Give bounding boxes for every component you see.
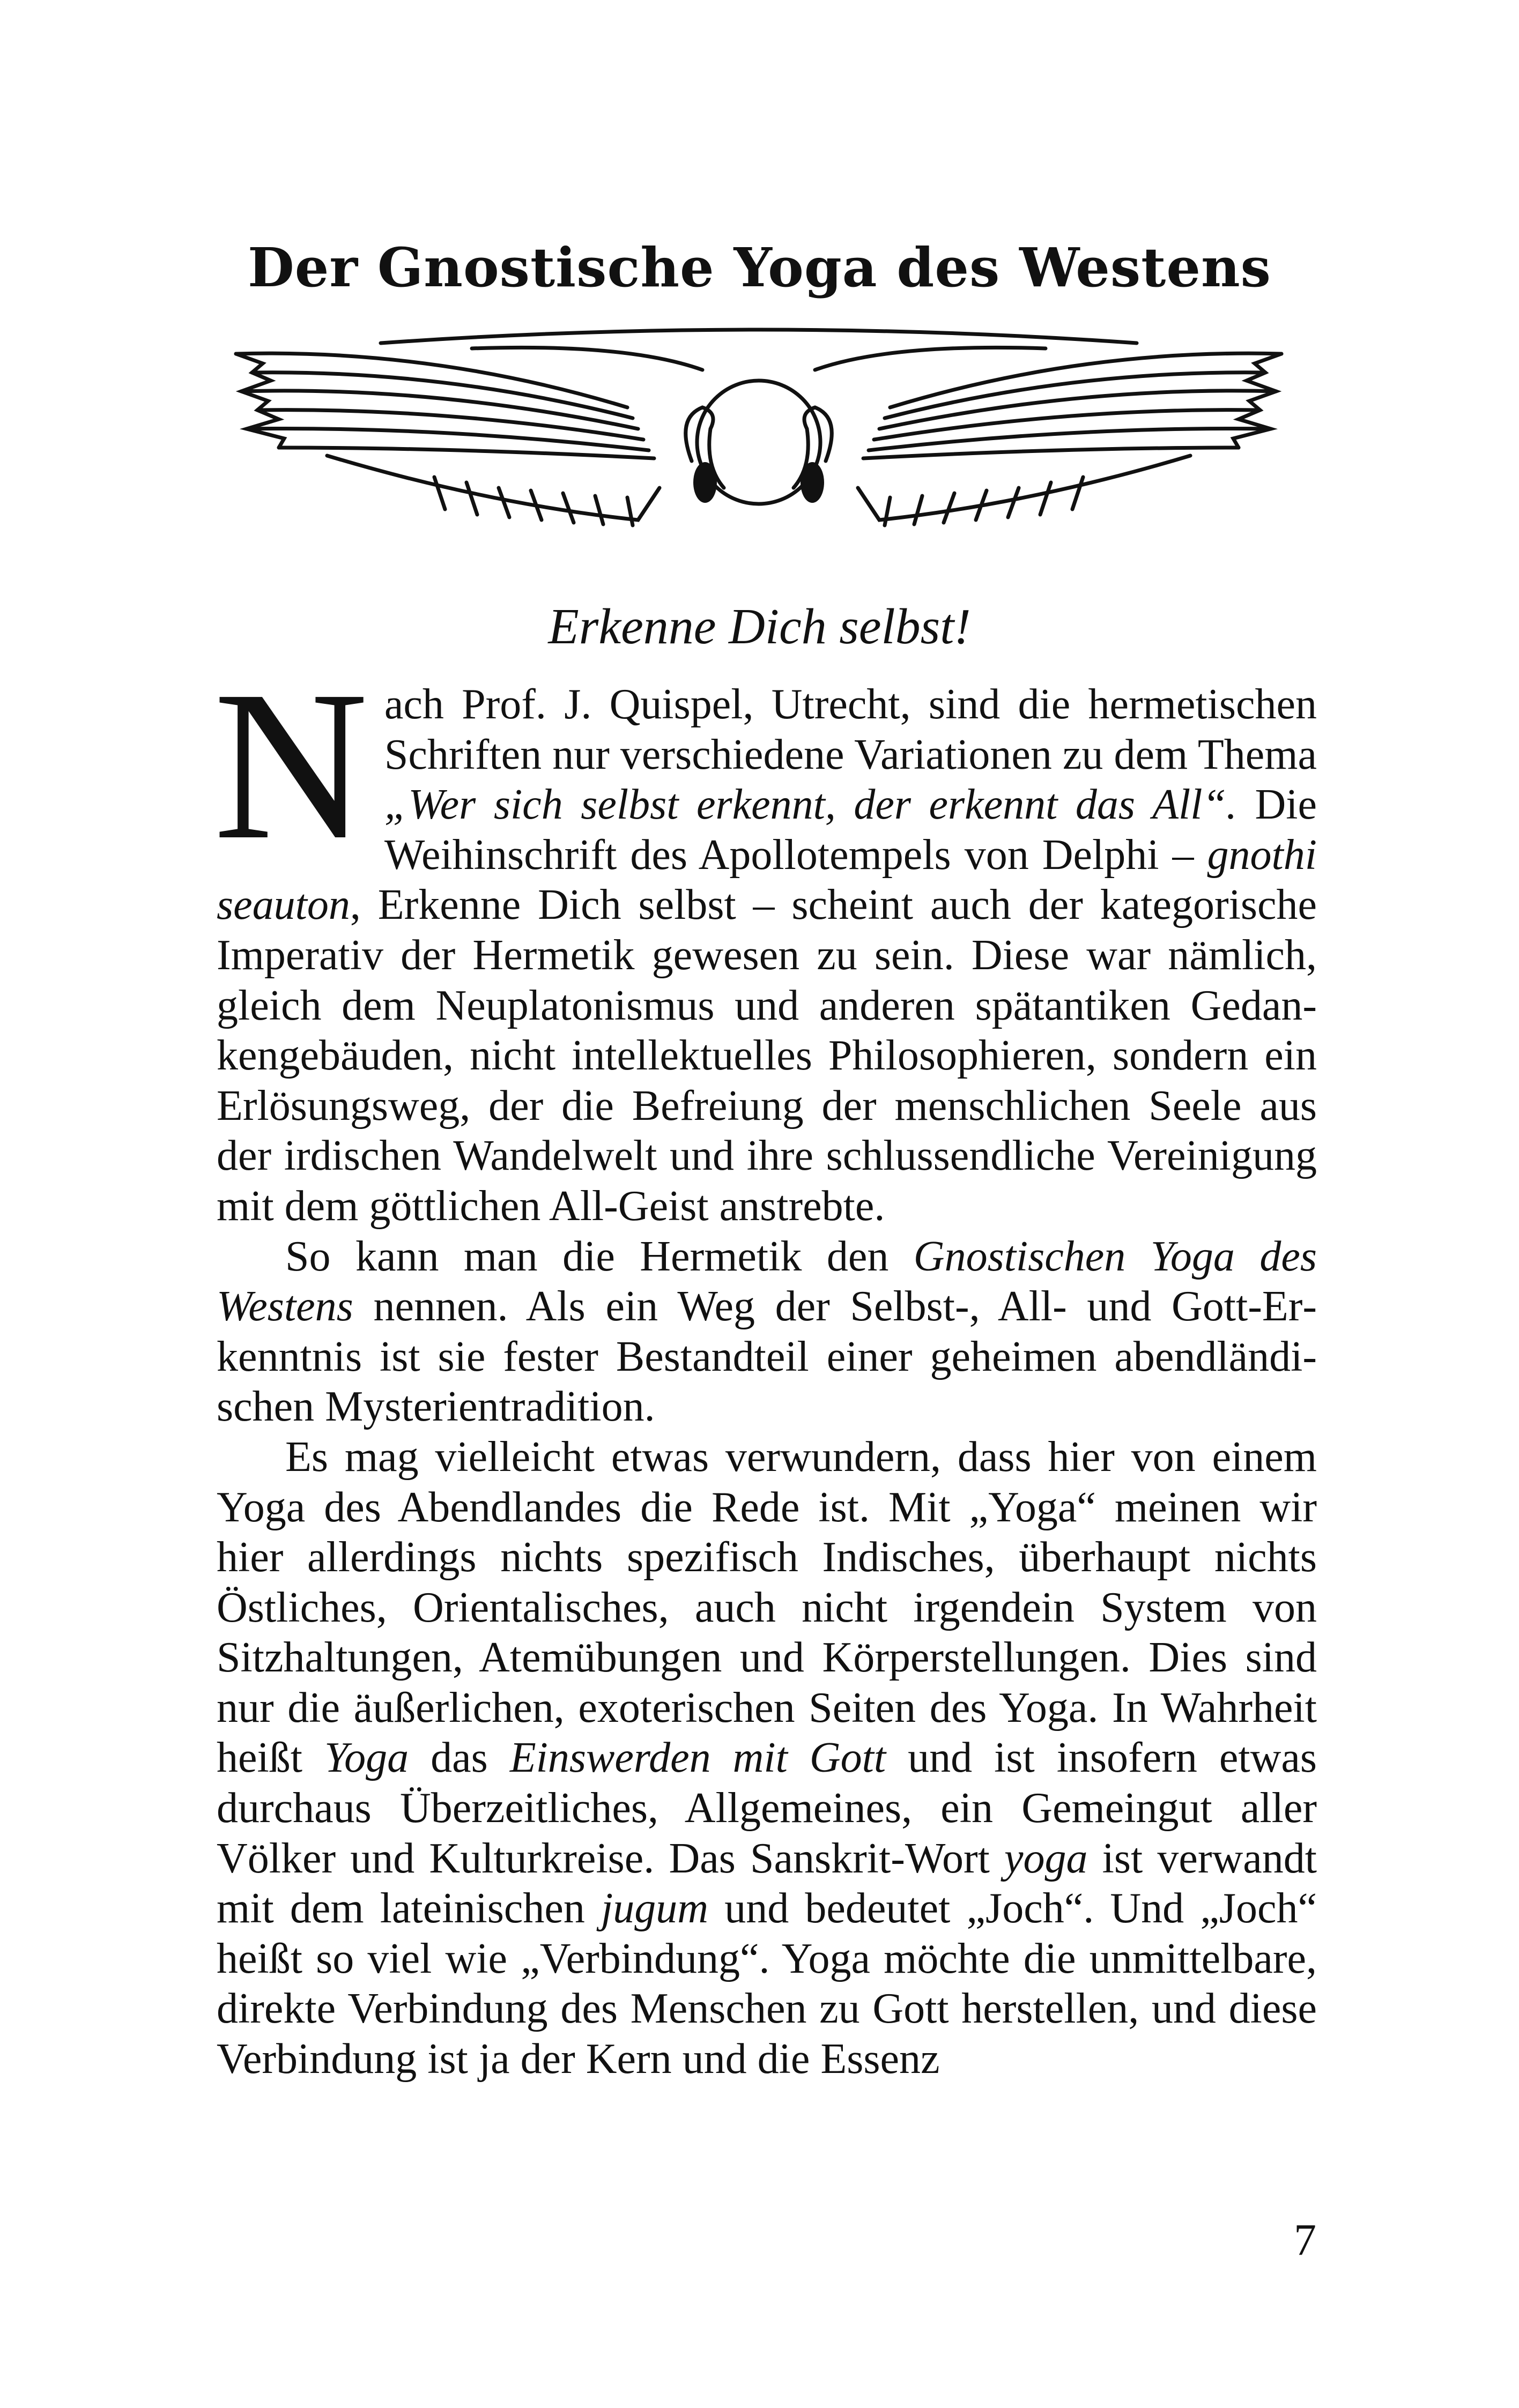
text-run: das: [409, 1734, 510, 1782]
italic-run: yoga: [1004, 1834, 1088, 1882]
text-run: und bedeutet „Joch“. Und „Joch“ heißt so viel wie „Verbindung“. Yoga möchte die unmittelbare, direkte Verbindung des Menschen zu Gott herstellen, und diese Verbindung ist ja der Kern und die Essenz: [217, 1885, 1317, 2083]
text-run: ach Prof. J. Quispel, Utrecht, sind die hermetischen Schriften nur verschiedene Variationen zu dem Thema: [384, 681, 1317, 778]
text-run: , Erkenne Dich selbst – scheint auch der kategorische Imperativ der Hermetik gewesen zu sein. Diese war nämlich, gleich dem Neuplatonismus und anderen spätantiken Gedankengebäuden, nicht intellektuelles Philosophieren, sondern ein Erlösungsweg, der die Befreiung der menschlichen Seele aus der irdischen Wandelwelt und ihre schlussendliche Vereinigung mit dem göttlichen All-Geist anstrebte.: [217, 881, 1317, 1230]
italic-run: Yoga: [324, 1734, 409, 1782]
paragraph: [217, 1232, 1317, 1432]
italic-run: Gnostischen Yoga des Westens: [217, 1232, 1317, 1331]
winged-sun-disc-icon: [236, 330, 1281, 525]
italic-run: jugum: [601, 1885, 709, 1933]
text-run: Die Weihinschrift des Apollotempels von Delphi –: [384, 781, 1317, 879]
body-text: [213, 646, 1317, 2085]
italic-run: „Wer sich selbst erkennt, der erkennt das All“.: [384, 781, 1237, 829]
text-run: Es mag vielleicht etwas verwundern, dass hier von einem Yoga des Abendlandes die Rede ist. Mit „Yoga“ meinen wir hier allerdings nichts spezifisch Indisches, überhaupt nichts Östliches, Orientalisches, auch nicht irgendein System von Sitzhaltungen, Atemübungen und Körperstellungen. Dies sind nur die äußerlichen, exoterischen Seiten des Yoga. In Wahrheit heißt: [217, 1433, 1317, 1782]
drop-cap: N: [213, 646, 368, 884]
text-run: So kann man die Hermetik den: [285, 1232, 914, 1280]
motto: Erkenne Dich selbst!: [548, 599, 971, 655]
text-run: und ist insofern etwas durchaus Überzeitliches, Allgemeines, ein Gemeingut aller Völker und Kulturkreise. Das Sanskrit-Wort: [217, 1734, 1317, 1882]
italic-run: Einswerden mit Gott: [509, 1734, 886, 1782]
paragraph: [217, 1432, 1317, 2085]
page-title: Der Gnostische Yoga des Westens: [248, 236, 1271, 299]
text-run: nennen. Als ein Weg der Selbst-, All- und Gott-Erkenntnis ist sie fester Bestandteil einer geheimen abendländischen Mysterientradition.: [217, 1283, 1317, 1431]
text-run: ist verwandt mit dem lateinischen: [217, 1834, 1317, 1933]
paragraph: [213, 646, 1317, 1232]
winged-sun-emblem: [220, 327, 1298, 541]
italic-run: gnothi seauton: [217, 831, 1317, 929]
page-number: 7: [1294, 2215, 1316, 2265]
